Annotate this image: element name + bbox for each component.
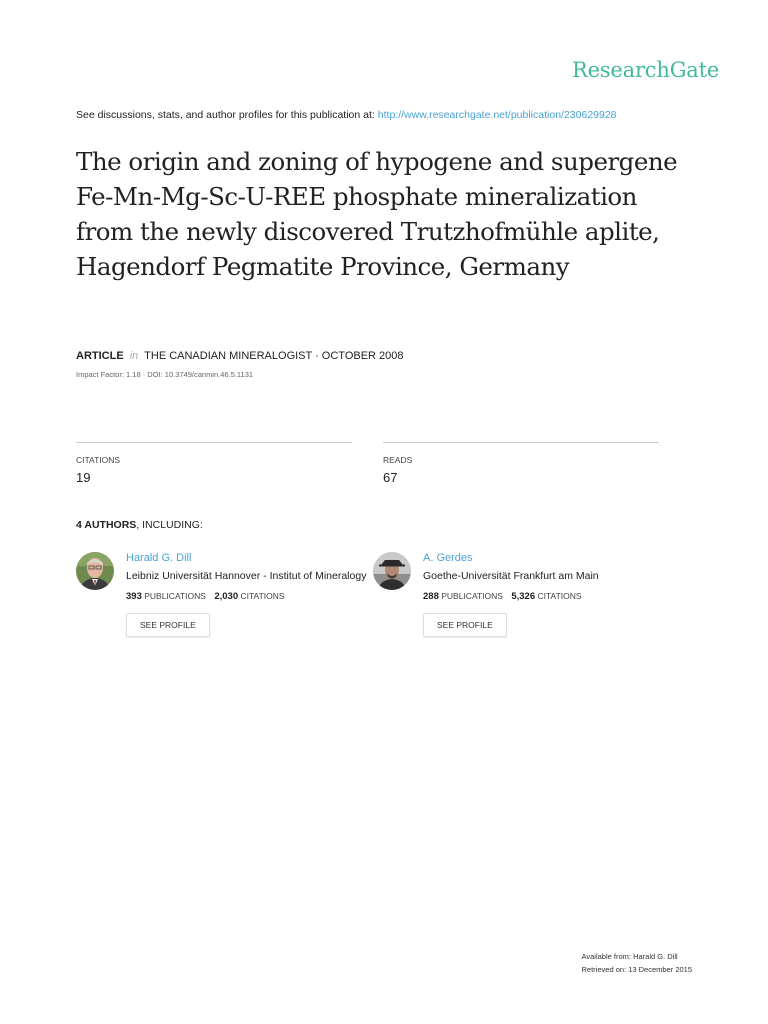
publication-url-link[interactable]: http://www.researchgate.net/publication/230629928	[377, 109, 617, 121]
publication-title: The origin and zoning of hypogene and supergene Fe-Mn-Mg-Sc-U-REE phosphate mineralization from the newly discovered Trutzhofmühle aplite, Hagendorf Pegmatite Province, Germany	[76, 147, 678, 281]
discussion-text: See discussions, stats, and author profiles for this publication at:	[76, 109, 375, 121]
publications-label: PUBLICATIONS	[441, 591, 503, 601]
author-citations-label: CITATIONS	[537, 591, 582, 601]
in-label: in	[129, 350, 139, 362]
discussion-line	[76, 109, 617, 121]
authors-including: , INCLUDING:	[136, 519, 203, 531]
authors-heading	[76, 519, 203, 531]
reads-stat	[383, 442, 659, 485]
publications-count: 393	[126, 591, 142, 602]
impact-doi-line: Impact Factor: 1.18 · DOI: 10.3749/canmin.46.5.1131	[76, 370, 254, 379]
publication-meta	[76, 350, 404, 362]
citations-label: CITATIONS	[76, 455, 121, 465]
retrieved-on: Retrieved on: 13 December 2015	[581, 965, 692, 974]
author-info	[423, 552, 675, 637]
footer-availability	[582, 950, 692, 976]
author-name-link[interactable]: Harald G. Dill	[126, 552, 192, 564]
see-profile-button[interactable]: SEE PROFILE	[126, 613, 210, 637]
researchgate-logo[interactable]: ResearchGate	[572, 58, 720, 82]
authors-count: 4 AUTHORS	[76, 519, 137, 531]
see-profile-button[interactable]: SEE PROFILE	[423, 613, 507, 637]
author-affiliation: Leibniz Universität Hannover - Institut of Mineralogy	[126, 570, 367, 582]
author-affiliation: Goethe-Universität Frankfurt am Main	[423, 570, 599, 582]
article-type-label: ARTICLE	[76, 350, 124, 362]
citations-value: 19	[76, 470, 91, 485]
author-name-link[interactable]: A. Gerdes	[423, 552, 473, 564]
available-from: Available from: Harald G. Dill	[581, 952, 678, 961]
author-citations-label: CITATIONS	[240, 591, 285, 601]
author-citations-count: 2,030	[214, 591, 239, 602]
publications-label: PUBLICATIONS	[144, 591, 206, 601]
publications-count: 288	[423, 591, 439, 602]
reads-value: 67	[383, 470, 398, 485]
author-citations-count: 5,326	[511, 591, 536, 602]
author-info	[126, 552, 378, 637]
author-counts	[423, 591, 675, 602]
author-avatar[interactable]	[373, 552, 411, 590]
author-counts	[126, 591, 378, 602]
journal-name: THE CANADIAN MINERALOGIST · OCTOBER 2008	[144, 350, 404, 362]
reads-label: READS	[383, 455, 413, 465]
author-avatar[interactable]	[76, 552, 114, 590]
citations-stat	[76, 442, 352, 485]
